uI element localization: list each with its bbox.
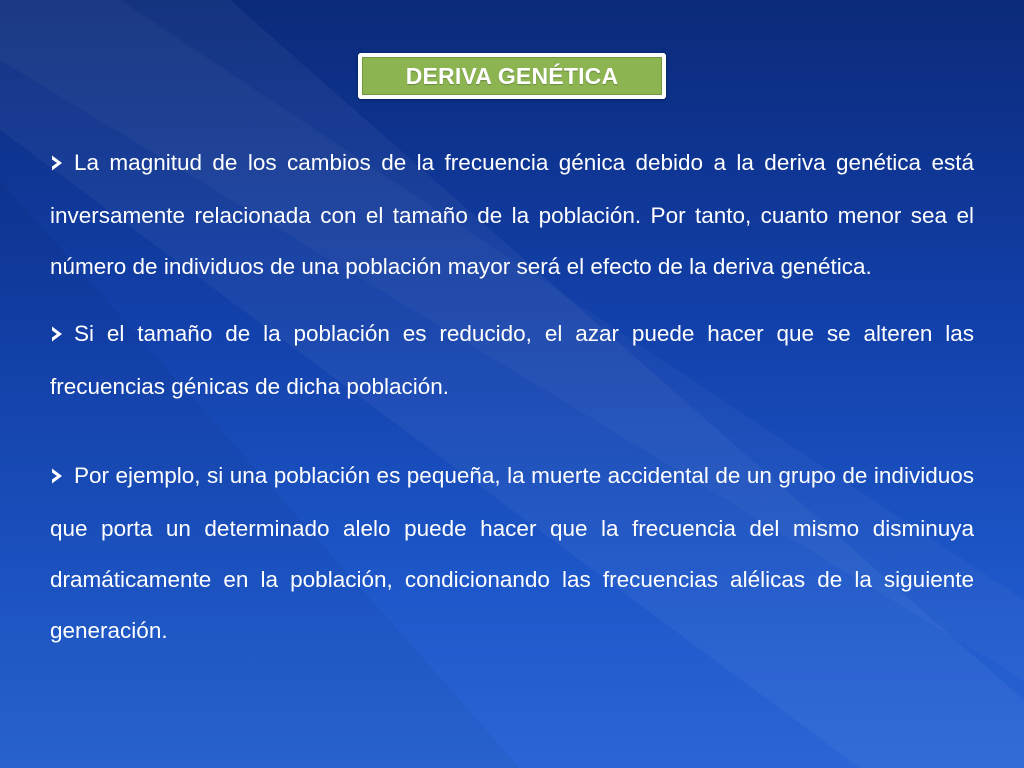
slide-title: DERIVA GENÉTICA (405, 62, 619, 89)
chevron-right-icon (50, 310, 64, 361)
chevron-right-icon (50, 139, 64, 190)
slide-body (50, 137, 974, 656)
bullet-paragraph-3 (50, 450, 974, 656)
slide-title-banner (362, 57, 662, 95)
bullet-text: La magnitud de los cambios de la frecuencia génica debido a la deriva genética está inversamente relacionada con el tamaño de la población. Por tanto, cuanto menor sea el número de individuos de una población mayor será el efecto de la deriva genética. (50, 150, 974, 279)
bullet-paragraph-2 (50, 308, 974, 412)
bullet-paragraph-1 (50, 137, 974, 292)
slide-title-box (358, 53, 666, 99)
bullet-text: Por ejemplo, si una población es pequeña, la muerte accidental de un grupo de individuos que porta un determinado alelo puede hacer que la frecuencia del mismo disminuya dramáticamente en la población, condicionando las frecuencias alélicas de la siguiente generación. (50, 463, 974, 643)
chevron-right-icon (50, 452, 64, 503)
bullet-text: Si el tamaño de la población es reducido, el azar puede hacer que se alteren las frecuencias génicas de dicha población. (50, 321, 974, 399)
